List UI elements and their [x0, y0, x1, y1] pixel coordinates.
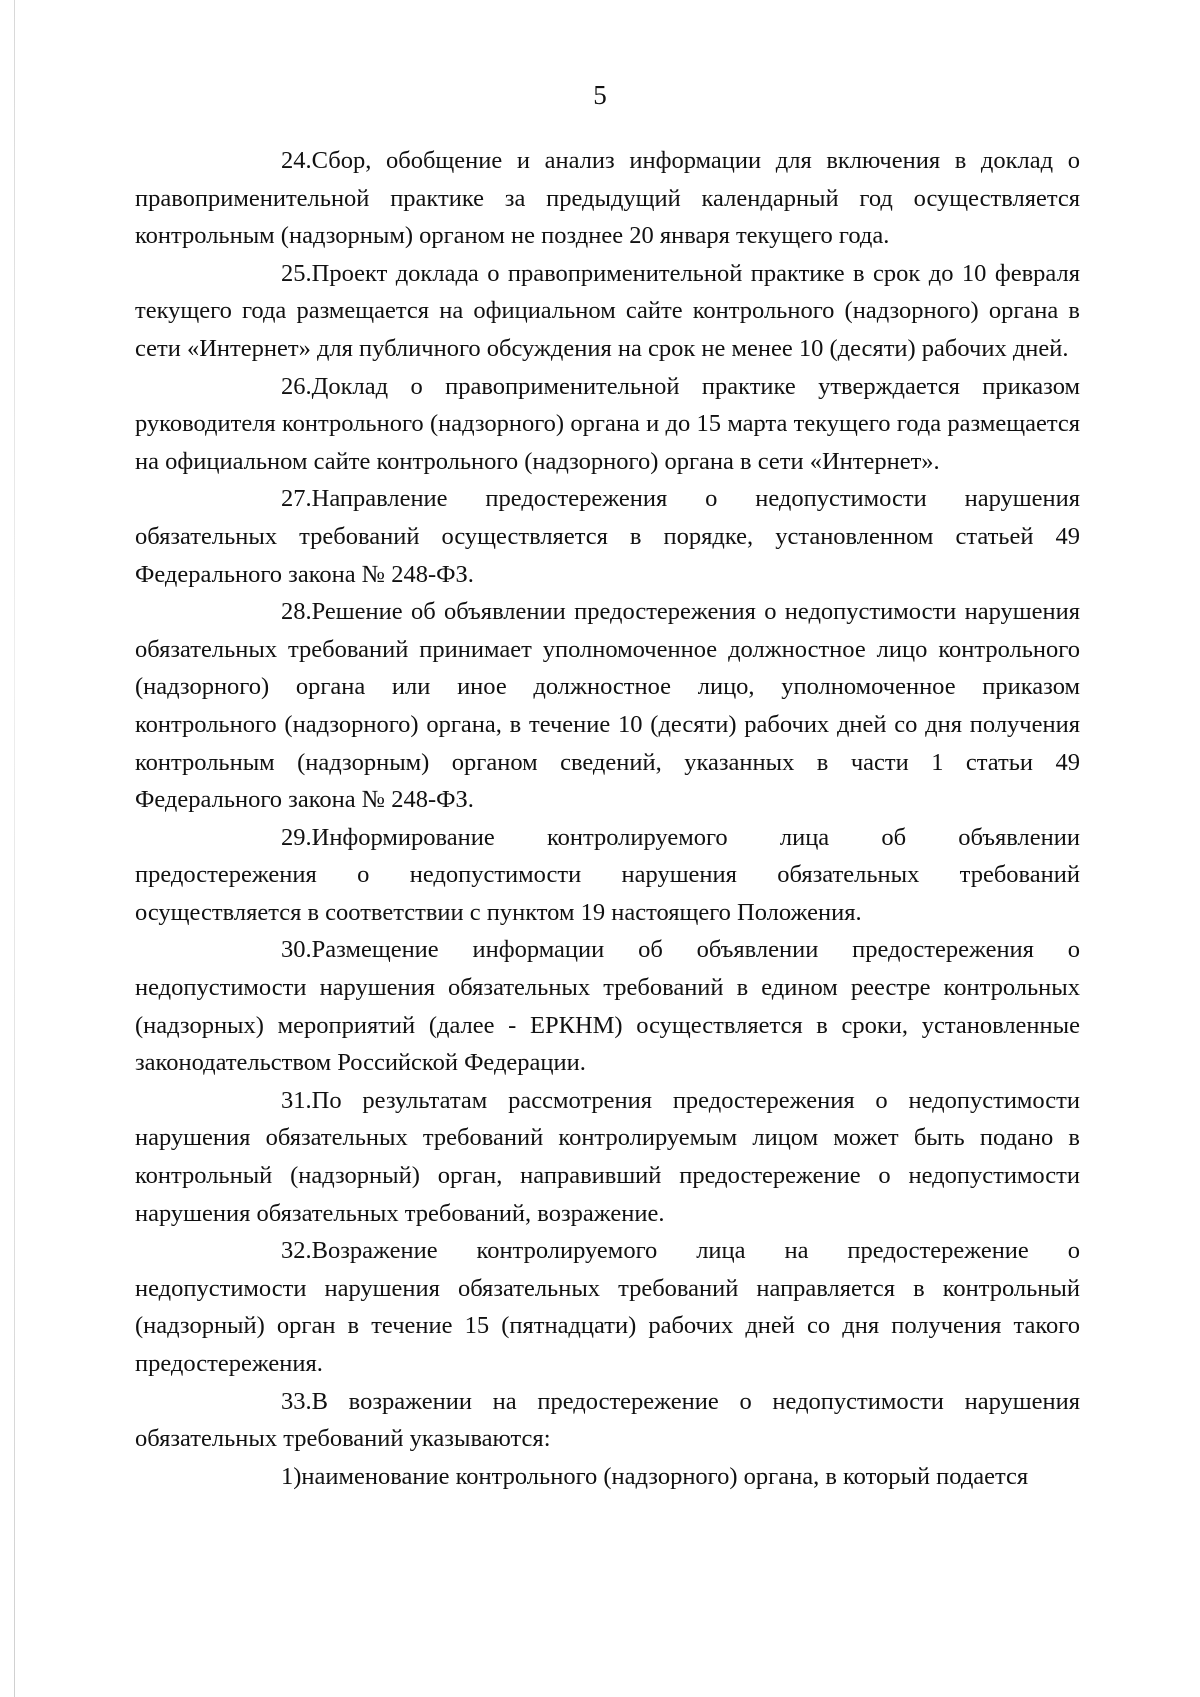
- document-body: [135, 142, 1080, 1495]
- paragraph-33: [135, 1383, 1080, 1458]
- page-number: 5: [593, 80, 607, 110]
- paragraph-text: Возражение контролируемого лица на предостережение о недопустимости нарушения обязательных требований направляется в контрольный (надзорный) орган в течение 15 (пятнадцати) рабочих дней со дня получения такого предостережения.: [135, 1237, 1080, 1377]
- paragraph-text: Проект доклада о правоприменительной практике в срок до 10 февраля текущего года размещается на официальном сайте контрольного (надзорного) органа в сети «Интернет» для публичного обсуждения на срок не менее 10 (десяти) рабочих дней.: [135, 259, 1080, 362]
- paragraph-number: 25.: [281, 259, 312, 287]
- paragraph-number: 29.: [281, 823, 312, 851]
- paragraph-number: 30.: [281, 936, 312, 964]
- list-item-text: наименование контрольного (надзорного) органа, в который подается: [301, 1462, 1029, 1490]
- paragraph-text: Направление предостережения о недопустимости нарушения обязательных требований осуществляется в порядке, установленном статьей 49 Федерального закона № 248-ФЗ.: [135, 485, 1080, 588]
- paragraph-number: 27.: [281, 485, 312, 513]
- paragraph-27: [135, 480, 1080, 593]
- paragraph-text: В возражении на предостережение о недопустимости нарушения обязательных требований указываются:: [135, 1387, 1080, 1453]
- paragraph-24: [135, 142, 1080, 255]
- paragraph-text: Решение об объявлении предостережения о недопустимости нарушения обязательных требований принимает уполномоченное должностное лицо контрольного (надзорного) органа или иное должностное лицо, уполномоченное приказом контрольного (надзорного) органа, в течение 10 (десяти) рабочих дней со дня получения контрольным (надзорным) органом сведений, указанных в части 1 статьи 49 Федерального закона № 248-ФЗ.: [135, 598, 1080, 814]
- paragraph-29: [135, 819, 1080, 932]
- paragraph-32: [135, 1232, 1080, 1382]
- paragraph-text: Информирование контролируемого лица об объявлении предостережения о недопустимости нарушения обязательных требований осуществляется в соответствии с пунктом 19 настоящего Положения.: [135, 823, 1080, 926]
- paragraph-26: [135, 368, 1080, 481]
- scan-edge-line: [14, 0, 15, 1697]
- paragraph-28: [135, 593, 1080, 819]
- paragraph-number: 28.: [281, 598, 312, 626]
- list-item-number: 1): [281, 1462, 302, 1490]
- paragraph-text: По результатам рассмотрения предостережения о недопустимости нарушения обязательных требований контролируемым лицом может быть подано в контрольный (надзорный) орган, направивший предостережение о недопустимости нарушения обязательных требований, возражение.: [135, 1086, 1080, 1227]
- paragraph-number: 32.: [281, 1237, 312, 1265]
- paragraph-number: 31.: [281, 1086, 312, 1114]
- paragraph-text: Сбор, обобщение и анализ информации для включения в доклад о правоприменительной практике за предыдущий календарный год осуществляется контрольным (надзорным) органом не позднее 20 января текущего года.: [135, 147, 1080, 250]
- paragraph-number: 24.: [281, 147, 312, 174]
- paragraph-text: Доклад о правоприменительной практике утверждается приказом руководителя контрольного (надзорного) органа и до 15 марта текущего года размещается на официальном сайте контрольного (надзорного) органа в сети «Интернет».: [135, 372, 1080, 475]
- paragraph-text: Размещение информации об объявлении предостережения о недопустимости нарушения обязательных требований в едином реестре контрольных (надзорных) мероприятий (далее - ЕРКНМ) осуществляется в сроки, установленные законодательством Российской Федерации.: [135, 936, 1080, 1077]
- paragraph-number: 26.: [281, 372, 312, 400]
- paragraph-30: [135, 931, 1080, 1081]
- paragraph-25: [135, 255, 1080, 368]
- paragraph-number: 33.: [281, 1387, 312, 1415]
- list-item-1: [135, 1458, 1080, 1496]
- paragraph-31: [135, 1082, 1080, 1232]
